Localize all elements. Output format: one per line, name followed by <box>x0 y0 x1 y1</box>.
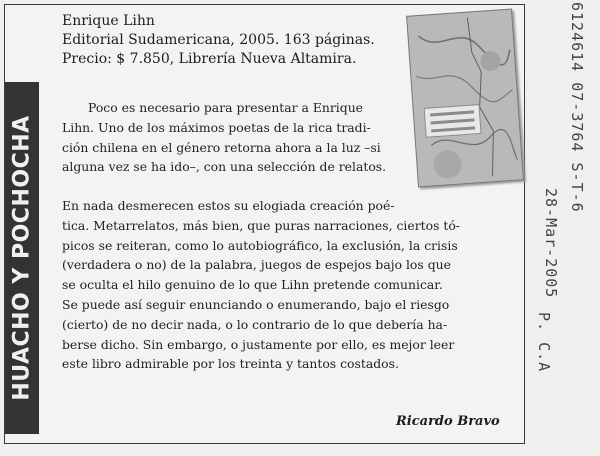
review-line: berse dicho. Sin embargo, o justamente por ello, es mejor leer <box>62 336 455 352</box>
review-line: (cierto) de no decir nada, o lo contrario de lo que debería ha- <box>62 316 448 332</box>
review-paragraph-wrapped <box>62 98 386 177</box>
book-cover-image <box>406 9 524 188</box>
book-author: Enrique Lihn <box>62 13 155 29</box>
review-line: En nada desmerecen estos su elogiada creación poé- <box>62 198 395 213</box>
review-line: alguna vez se ha ido–, con una selección de relatos. <box>62 159 387 175</box>
review-line: se oculta el hilo genuino de lo que Lihn pretende comunicar. <box>62 277 443 293</box>
cover-title-label <box>424 104 482 138</box>
handwritten-initials: P. C.A <box>535 312 553 373</box>
section-title: HUACHO Y POCHOCHA <box>9 115 35 401</box>
review-line: tica. Metarrelatos, más bien, que puras narraciones, ciertos tó- <box>62 217 460 233</box>
review-line: ción chilena en el género retorna ahora a la luz –si <box>62 139 381 155</box>
review-line: este libro admirable por los treinta y tantos costados. <box>62 356 399 372</box>
book-price: Precio: $ 7.850, Librería Nueva Altamira. <box>62 51 357 67</box>
review-line: Lihn. Uno de los máximos poetas de la rica tradi- <box>62 119 371 135</box>
book-header <box>62 12 375 69</box>
book-publisher: Editorial Sudamericana, 2005. 163 páginas. <box>62 32 375 48</box>
handwritten-date: 28-Mar-2005 <box>542 188 560 299</box>
cover-map-illustration <box>407 10 523 187</box>
handwritten-code: 6124614 07-3764 S-T-6 <box>568 2 586 213</box>
review-signature: Ricardo Bravo <box>396 414 500 429</box>
review-line: Poco es necesario para presentar a Enrique <box>88 100 364 115</box>
review-line: Se puede así seguir enunciando o enumerando, bajo el riesgo <box>62 296 450 312</box>
review-line: (verdadera o no) de la palabra, juegos de espejos bajo los que <box>62 257 451 273</box>
review-line: picos se reiteran, como lo autobiográfico, la exclusión, la crisis <box>62 237 458 253</box>
review-paragraph-full <box>62 196 460 374</box>
